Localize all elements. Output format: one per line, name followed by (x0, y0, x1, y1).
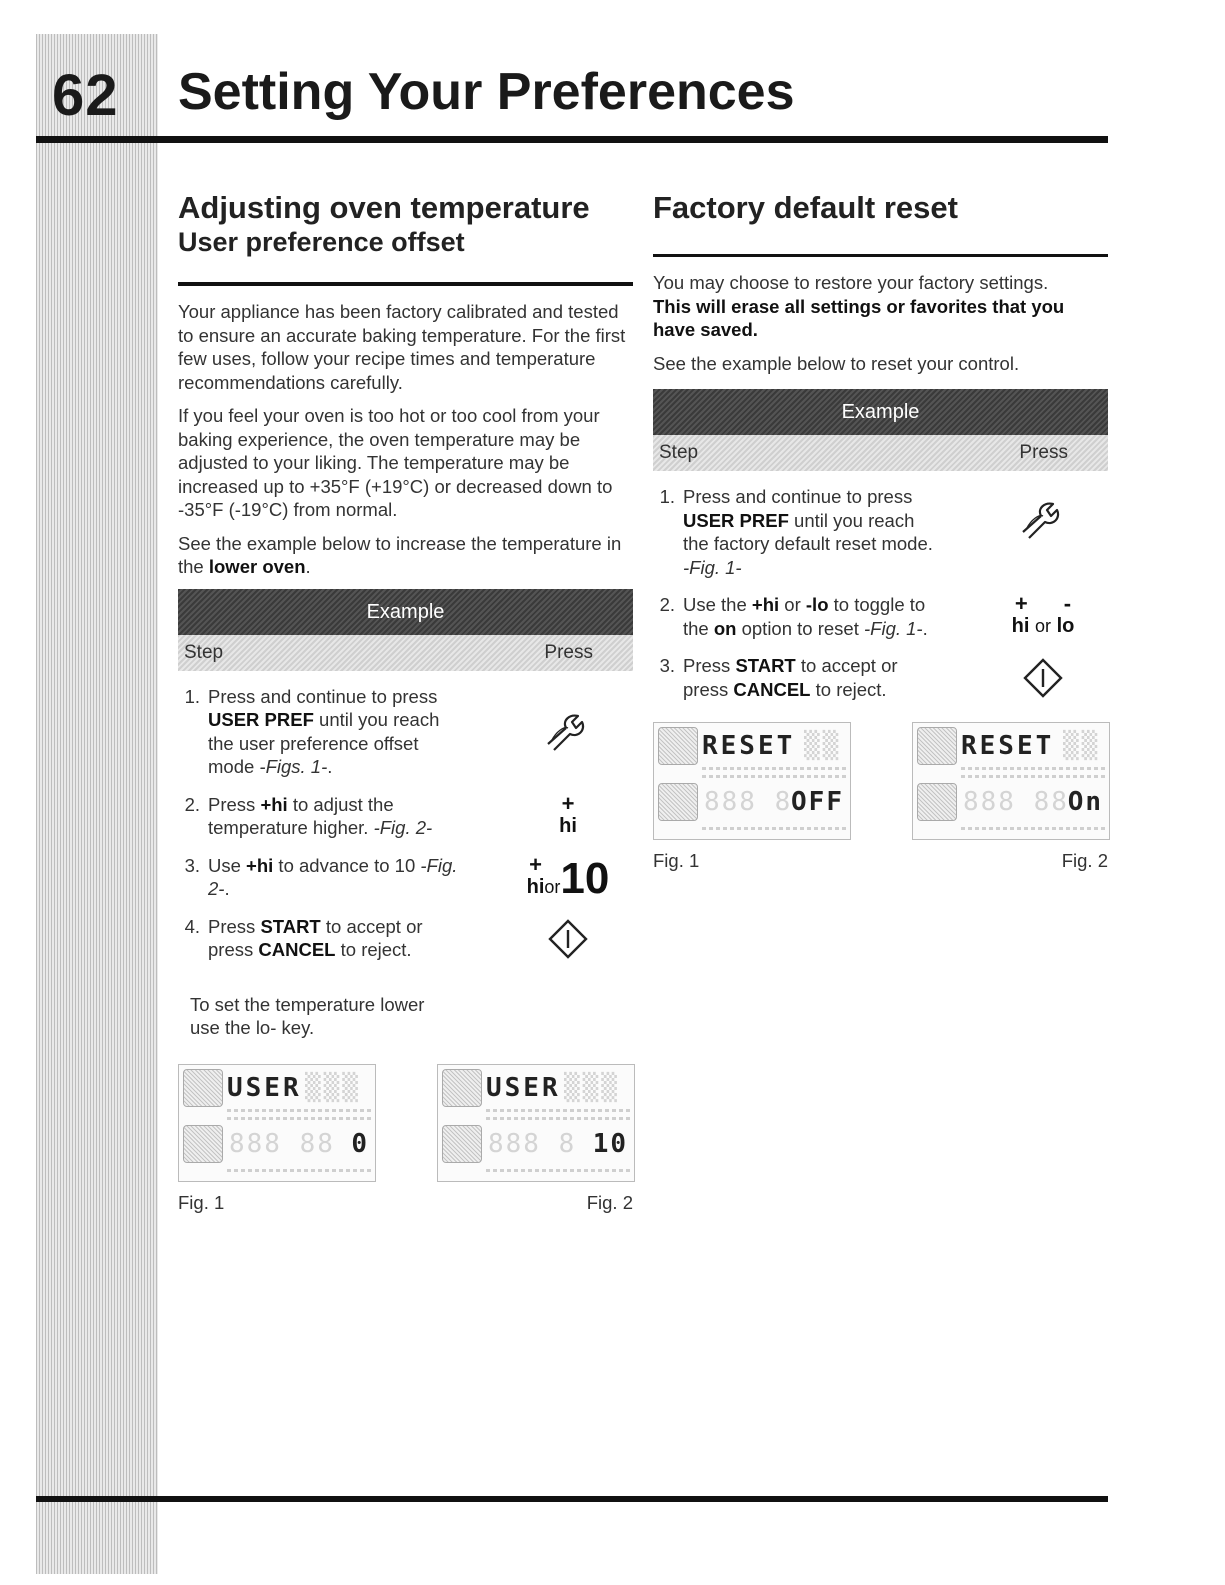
hi-label: hi (1011, 615, 1030, 637)
step-text: press (208, 939, 259, 960)
lcd-faint-labels (702, 767, 846, 770)
step-text: the user preference offset (208, 732, 419, 754)
step-figref: -Figs. 1- (259, 756, 328, 777)
step-text: temperature higher. (208, 817, 374, 838)
hi-or-lo-key (978, 593, 1108, 638)
right-step-2-text (653, 593, 943, 640)
step-figref: -Fig. 1- (683, 556, 742, 578)
step-text: the (683, 617, 714, 639)
lo-label: lo (1056, 615, 1075, 637)
left-fig-1 (178, 1064, 374, 1214)
right-step-label: Step (659, 442, 699, 463)
user-pref-wrench-icon (544, 712, 592, 752)
step-text: to accept or (320, 915, 423, 937)
right-step-1 (653, 485, 1108, 579)
step-figref: -Fig. 2- (373, 817, 433, 838)
lcd-display (437, 1064, 635, 1182)
right-figures (653, 722, 1108, 872)
lcd-word: RESET (702, 731, 796, 761)
fig-caption: Fig. 1 (653, 850, 700, 871)
plus-symbol: + (561, 790, 575, 816)
hi-label: hi (559, 814, 577, 837)
step-key: +hi (260, 793, 288, 815)
right-section-title: Factory default reset (653, 190, 958, 225)
right-press-label: Press (1019, 442, 1068, 463)
plus-symbol: + (529, 851, 542, 877)
lcd-ghost-digits: ▒▒▒ (305, 1072, 361, 1103)
left-example-subheader (178, 635, 633, 671)
right-step-1-text (653, 485, 943, 579)
side-shaded-strip (36, 34, 158, 1574)
lcd-value: OFF (791, 787, 844, 817)
step-text: to reject. (810, 678, 887, 700)
lcd-value: 10 (592, 1128, 628, 1159)
hi-label: hi (526, 875, 545, 898)
left-section-subtitle: User preference offset (178, 227, 465, 257)
step-key: USER PREF (208, 709, 314, 730)
fan-icon (917, 783, 957, 821)
fan-icon (658, 727, 698, 765)
lcd-display (912, 722, 1110, 840)
left-fig-2 (437, 1064, 633, 1214)
or-label: or (1034, 616, 1051, 636)
lcd-display (653, 722, 851, 840)
left-section-rule (178, 282, 633, 286)
lcd-ghost-digits: 888 88 (963, 787, 1069, 817)
left-paragraph-1: Your appliance has been factory calibrated and tested to ensure an accurate baking temperature. For the first few uses, follow your recipe times and temperature recommendations carefully. (178, 301, 626, 393)
right-step-3 (653, 654, 1108, 702)
fan-icon (658, 783, 698, 821)
lcd-ghost-digits: 888 88 (229, 1128, 335, 1159)
fan-icon (917, 727, 957, 765)
right-example-subheader (653, 435, 1108, 471)
right-warning-text: This will erase all settings or favorites that you have saved. (653, 295, 1065, 340)
right-paragraph-2: See the example below to reset your control. (653, 352, 1020, 374)
left-p3-text: See the example below to increase the temperature in the (178, 532, 622, 577)
step-number: 3. (659, 655, 675, 676)
lcd-faint-labels (961, 775, 1105, 778)
step-number: 4. (184, 915, 200, 937)
lcd-faint-labels (486, 1117, 630, 1120)
right-step-3-text (653, 654, 943, 701)
left-step-3 (178, 851, 633, 903)
left-step-4 (178, 915, 633, 963)
step-text: to reject. (335, 939, 412, 960)
bottom-rule (36, 1496, 1108, 1502)
start-icon (1023, 658, 1063, 698)
step-key: -lo (805, 594, 829, 615)
left-example-box (178, 589, 633, 963)
start-key (978, 654, 1108, 702)
page-title: Setting Your Preferences (178, 63, 795, 121)
step-number: 2. (184, 793, 200, 815)
left-step-3-text (178, 854, 468, 901)
right-example-box (653, 389, 1108, 702)
step-text: to accept or (795, 655, 898, 676)
left-column (178, 190, 633, 1214)
lcd-ghost-digits: ▒▒▒ (564, 1072, 620, 1103)
fan-icon (442, 1125, 482, 1163)
step-text: Press (208, 915, 261, 937)
left-step-1-text (178, 685, 468, 779)
left-p3-bold: lower oven (208, 556, 306, 577)
lcd-word: USER (227, 1072, 302, 1103)
lcd-faint-labels (227, 1109, 371, 1112)
left-example-heading: Example (178, 589, 633, 635)
step-text: to advance to 10 (273, 854, 421, 876)
right-step-2 (653, 593, 1108, 640)
lcd-faint-labels (961, 767, 1105, 770)
step-number: 1. (659, 486, 675, 507)
plus-minus-symbols (1015, 593, 1107, 615)
fan-icon (183, 1125, 223, 1163)
lcd-faint-labels (227, 1117, 371, 1120)
step-text: . (327, 756, 333, 777)
right-section-rule (653, 254, 1108, 257)
minus-symbol: - (1063, 591, 1108, 616)
lcd-faint-labels (227, 1169, 371, 1172)
step-text: option to reset (736, 617, 864, 639)
left-step-1 (178, 685, 633, 779)
step-key: on (713, 617, 737, 639)
top-rule (36, 136, 1108, 143)
step-text: the factory default reset mode. (683, 533, 933, 554)
step-text: to adjust the (287, 793, 394, 815)
step-number: 3. (184, 854, 200, 876)
step-text: Press (683, 655, 736, 676)
right-paragraph-1-bold (653, 295, 1108, 342)
note-line: To set the temperature lower (190, 993, 425, 1015)
step-key: START (735, 655, 796, 676)
hi-key-group (526, 851, 545, 899)
left-section-title: Adjusting oven temperature (178, 190, 590, 225)
step-number: 1. (184, 685, 200, 707)
hi-key (503, 790, 633, 838)
right-fig-1 (653, 722, 849, 872)
left-figures (178, 1064, 633, 1214)
fig-caption: Fig. 2 (586, 1191, 633, 1213)
step-figref: -Fig. 1- (864, 617, 923, 639)
right-column (653, 190, 1108, 872)
step-text: Use the (683, 594, 752, 615)
left-step-2-text (178, 793, 468, 840)
left-note (178, 993, 633, 1040)
right-fig-2 (912, 722, 1108, 872)
left-paragraph-2: If you feel your oven is too hot or too cool from your baking experience, the oven temperature may be adjusted to your liking. The temperature may be increased up to +35°F (+19°C) or decreased down to -35°F (-19°C) from normal. (178, 405, 613, 520)
left-press-label: Press (544, 641, 593, 663)
left-p3-end: . (305, 556, 311, 577)
or-label: or (544, 876, 561, 897)
step-text: Press and continue to press (683, 486, 913, 507)
step-text: press (683, 678, 734, 700)
step-text: Press and continue to press (208, 685, 438, 707)
hi-or-lo-labels (1012, 615, 1075, 638)
lcd-ghost-digits: 888 8 (704, 787, 793, 817)
user-pref-wrench-icon (1019, 500, 1067, 540)
step-figref: -Fig. (420, 854, 458, 876)
lcd-value: On (1067, 787, 1103, 817)
step-number: 2. (659, 594, 675, 615)
step-text: mode (208, 756, 260, 777)
fan-icon (183, 1069, 223, 1107)
step-text: until you reach (788, 509, 915, 531)
hi-or-10-key (503, 851, 633, 903)
fig-caption: Fig. 1 (178, 1191, 225, 1213)
ten-value: 10 (560, 853, 610, 903)
start-icon (548, 919, 588, 959)
step-key: START (260, 915, 321, 937)
lcd-ghost-digits: 888 8 (488, 1128, 577, 1159)
lcd-faint-labels (702, 827, 846, 830)
left-paragraph-3 (178, 532, 633, 579)
step-text: until you reach (313, 709, 440, 730)
step-key: USER PREF (683, 509, 789, 531)
note-line: use the lo- key. (190, 1017, 315, 1038)
fan-icon (442, 1069, 482, 1107)
plus-symbol: + (1014, 591, 1064, 616)
step-text: . (224, 878, 230, 899)
step-key: +hi (751, 594, 780, 615)
lcd-ghost-digits: ▒▒ (1063, 731, 1101, 761)
step-key: CANCEL (733, 678, 811, 700)
left-step-label: Step (184, 641, 224, 663)
left-step-2 (178, 790, 633, 840)
lcd-faint-labels (961, 827, 1105, 830)
right-paragraph-1: You may choose to restore your factory settings. (653, 272, 1049, 293)
user-pref-key (978, 485, 1108, 555)
lcd-faint-labels (486, 1109, 630, 1112)
user-pref-key (503, 685, 633, 779)
start-key (503, 915, 633, 963)
step-key: CANCEL (258, 939, 336, 960)
step-text: to toggle to (828, 594, 926, 615)
step-text: Use (208, 854, 247, 876)
step-text: Press (208, 793, 261, 815)
left-step-4-text (178, 915, 468, 962)
right-example-heading: Example (653, 389, 1108, 435)
step-text: . (922, 617, 928, 639)
lcd-display (178, 1064, 376, 1182)
lcd-faint-labels (702, 775, 846, 778)
page-number: 62 (52, 63, 119, 128)
lcd-faint-labels (486, 1169, 630, 1172)
lcd-value: 0 (351, 1128, 369, 1159)
lcd-ghost-digits: ▒▒ (804, 731, 842, 761)
step-figref: 2- (208, 878, 225, 899)
lcd-word: USER (486, 1072, 561, 1103)
lcd-word: RESET (961, 731, 1055, 761)
step-key: +hi (246, 854, 274, 876)
step-text: or (779, 594, 806, 615)
fig-caption: Fig. 2 (1061, 850, 1108, 871)
